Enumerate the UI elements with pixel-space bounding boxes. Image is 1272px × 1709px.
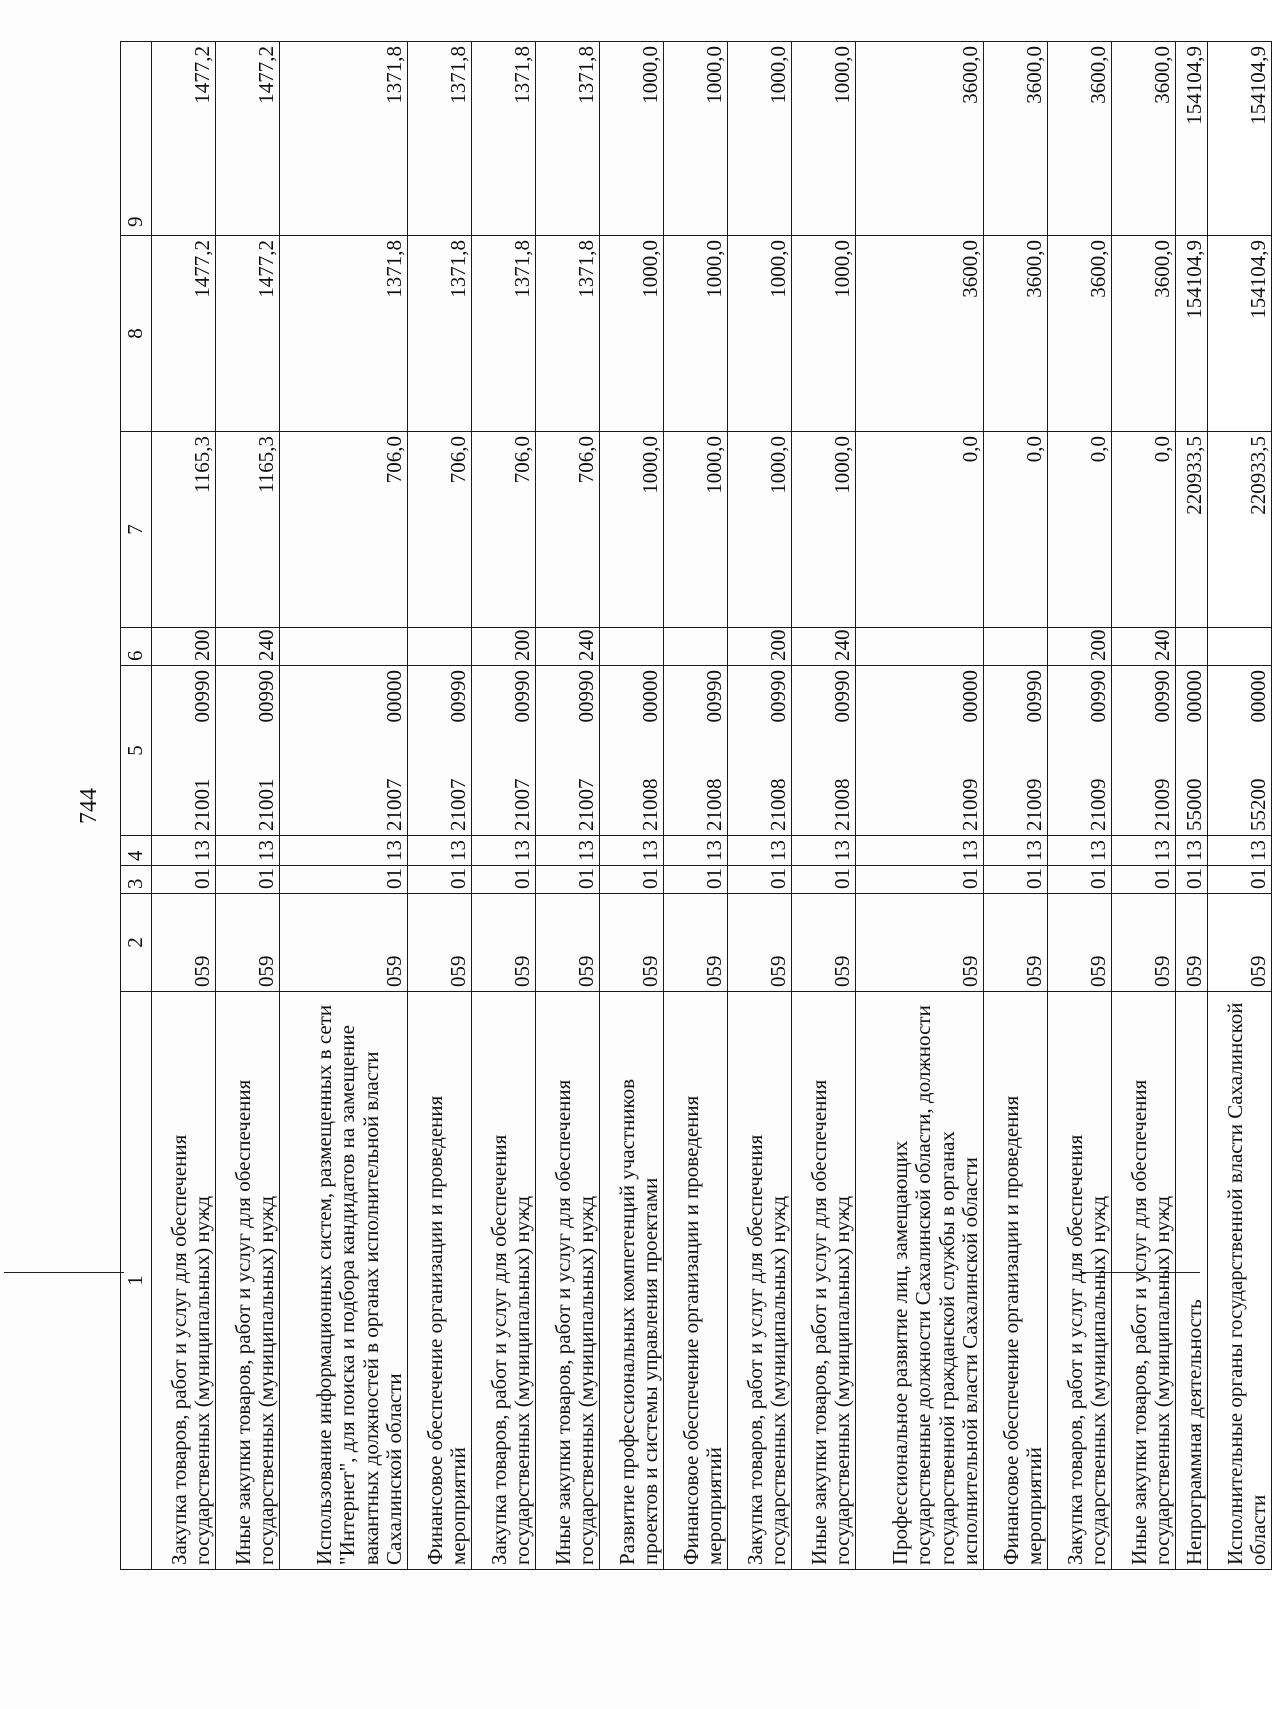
target-article-part-b: 00990	[702, 670, 727, 723]
row-name: Развитие профессиональных компетенций участников проектов и системы управления проектами	[600, 992, 664, 1570]
row-value-col8: 3600,0	[1112, 236, 1176, 432]
row-subsection: 13	[1112, 836, 1176, 866]
row-target-article	[472, 666, 536, 836]
row-code: 059	[1176, 894, 1208, 992]
table-row	[856, 42, 984, 1570]
row-subsection: 13	[984, 836, 1048, 866]
row-value-col9: 3600,0	[1048, 42, 1112, 236]
target-article-part-a: 21007	[510, 778, 535, 831]
row-name: Иные закупки товаров, работ и услуг для обеспечения государственных (муниципальных) нужд	[536, 992, 600, 1570]
target-article-part-a: 21009	[1150, 778, 1175, 831]
row-expense-type: 200	[152, 628, 216, 666]
row-name: Финансовое обеспечение организации и проведения мероприятий	[664, 992, 728, 1570]
row-value-col8: 1000,0	[728, 236, 792, 432]
rotated-table-container	[76, 42, 1271, 1570]
target-article-part-a: 55000	[1182, 778, 1207, 831]
row-expense-type: 240	[1112, 628, 1176, 666]
row-name: Использование информационных систем, размещенных в сети "Интернет", для поиска и подбора кандидатов на замещение вакантных должностей в органах исполнительной власти Сахалинской области	[280, 992, 408, 1570]
row-expense-type	[280, 628, 408, 666]
budget-table	[120, 41, 1272, 1570]
header-col-9: 9	[121, 42, 152, 236]
row-value-col7: 1165,3	[152, 432, 216, 628]
header-col-8: 8	[121, 236, 152, 432]
row-value-col9: 1477,2	[216, 42, 280, 236]
target-article-part-a: 21008	[702, 778, 727, 831]
row-expense-type	[1176, 628, 1208, 666]
target-article-part-a: 21001	[190, 778, 215, 831]
table-row	[600, 42, 664, 1570]
target-article-code	[447, 670, 471, 831]
row-name: Закупка товаров, работ и услуг для обеспечения государственных (муниципальных) нужд	[472, 992, 536, 1570]
row-value-col9: 1000,0	[728, 42, 792, 236]
row-value-col7: 0,0	[856, 432, 984, 628]
row-name: Финансовое обеспечение организации и проведения мероприятий	[984, 992, 1048, 1570]
row-target-article	[728, 666, 792, 836]
row-subsection: 13	[1048, 836, 1112, 866]
row-value-col8: 3600,0	[984, 236, 1048, 432]
row-section: 01	[1112, 866, 1176, 894]
row-value-col9: 3600,0	[984, 42, 1048, 236]
row-value-col8: 1371,8	[408, 236, 472, 432]
row-value-col8: 1477,2	[152, 236, 216, 432]
row-name: Закупка товаров, работ и услуг для обеспечения государственных (муниципальных) нужд	[728, 992, 792, 1570]
row-value-col8: 1000,0	[600, 236, 664, 432]
row-name: Непрограммная деятельность	[1176, 992, 1208, 1570]
row-code: 059	[472, 894, 536, 992]
row-expense-type: 240	[792, 628, 856, 666]
row-target-article	[1176, 666, 1208, 836]
row-section: 01	[280, 866, 408, 894]
row-expense-type: 240	[216, 628, 280, 666]
target-article-part-b: 00000	[382, 670, 407, 723]
row-value-col8: 1371,8	[536, 236, 600, 432]
target-article-part-b: 00000	[1246, 670, 1271, 723]
target-article-part-b: 00000	[958, 670, 983, 723]
target-article-part-a: 21007	[446, 778, 471, 831]
row-section: 01	[408, 866, 472, 894]
row-subsection: 13	[1176, 836, 1208, 866]
row-expense-type: 200	[728, 628, 792, 666]
target-article-part-a: 21001	[254, 778, 279, 831]
row-value-col9: 1000,0	[792, 42, 856, 236]
header-row	[121, 42, 152, 1570]
row-value-col8: 1371,8	[472, 236, 536, 432]
target-article-part-b: 00990	[190, 670, 215, 723]
target-article-part-b: 00000	[1182, 670, 1207, 723]
table-row	[984, 42, 1048, 1570]
table-row	[1176, 42, 1208, 1570]
row-target-article	[152, 666, 216, 836]
row-value-col8: 3600,0	[1048, 236, 1112, 432]
target-article-part-a: 21009	[1086, 778, 1111, 831]
row-value-col7: 0,0	[984, 432, 1048, 628]
row-expense-type: 200	[1048, 628, 1112, 666]
target-article-code	[703, 670, 727, 831]
row-name: Иные закупки товаров, работ и услуг для обеспечения государственных (муниципальных) нужд	[792, 992, 856, 1570]
target-article-part-a: 21008	[638, 778, 663, 831]
row-subsection: 13	[472, 836, 536, 866]
row-expense-type	[600, 628, 664, 666]
target-article-code	[511, 670, 535, 831]
target-article-part-a: 21009	[1022, 778, 1047, 831]
target-article-code	[191, 670, 215, 831]
row-value-col7: 220933,5	[1208, 432, 1272, 628]
row-section: 01	[1048, 866, 1112, 894]
row-value-col9: 1000,0	[664, 42, 728, 236]
row-value-col9: 1000,0	[600, 42, 664, 236]
row-target-article	[1208, 666, 1272, 836]
row-section: 01	[1208, 866, 1272, 894]
target-article-code	[1023, 670, 1047, 831]
table-row	[1112, 42, 1176, 1570]
target-article-code	[1087, 670, 1111, 831]
row-name: Иные закупки товаров, работ и услуг для обеспечения государственных (муниципальных) нужд	[216, 992, 280, 1570]
row-value-col8: 154104,9	[1176, 236, 1208, 432]
header-col-1: 1	[121, 992, 152, 1570]
table-row	[728, 42, 792, 1570]
row-code: 059	[1048, 894, 1112, 992]
target-article-part-b: 00990	[830, 670, 855, 723]
row-subsection: 13	[408, 836, 472, 866]
target-article-part-a: 21008	[766, 778, 791, 831]
row-subsection: 13	[664, 836, 728, 866]
row-name: Исполнительные органы государственной власти Сахалинской области	[1208, 992, 1272, 1570]
row-code: 059	[1208, 894, 1272, 992]
row-subsection: 13	[856, 836, 984, 866]
target-article-code	[639, 670, 663, 831]
row-value-col9: 1371,8	[536, 42, 600, 236]
target-article-part-b: 00990	[510, 670, 535, 723]
row-name: Финансовое обеспечение организации и проведения мероприятий	[408, 992, 472, 1570]
table-row	[472, 42, 536, 1570]
row-name: Иные закупки товаров, работ и услуг для обеспечения государственных (муниципальных) нужд	[1112, 992, 1176, 1570]
row-value-col8: 1000,0	[664, 236, 728, 432]
row-code: 059	[984, 894, 1048, 992]
target-article-code	[383, 670, 407, 831]
page-number: 744	[76, 788, 102, 824]
row-value-col7: 1165,3	[216, 432, 280, 628]
row-section: 01	[728, 866, 792, 894]
target-article-part-b: 00990	[1150, 670, 1175, 723]
table-row	[152, 42, 216, 1570]
target-article-part-b: 00990	[446, 670, 471, 723]
row-code: 059	[408, 894, 472, 992]
row-value-col7: 706,0	[280, 432, 408, 628]
row-value-col7: 706,0	[536, 432, 600, 628]
row-subsection: 13	[152, 836, 216, 866]
target-article-part-b: 00990	[574, 670, 599, 723]
row-target-article	[856, 666, 984, 836]
row-subsection: 13	[216, 836, 280, 866]
row-target-article	[600, 666, 664, 836]
row-section: 01	[664, 866, 728, 894]
target-article-code	[1151, 670, 1175, 831]
table-row	[216, 42, 280, 1570]
row-code: 059	[664, 894, 728, 992]
row-value-col7: 1000,0	[664, 432, 728, 628]
row-code: 059	[280, 894, 408, 992]
row-value-col7: 220933,5	[1176, 432, 1208, 628]
scan-artifact-line-left	[4, 1272, 124, 1273]
row-target-article	[280, 666, 408, 836]
row-value-col9: 1371,8	[408, 42, 472, 236]
table-row	[664, 42, 728, 1570]
target-article-code	[831, 670, 855, 831]
header-col-6: 6	[121, 628, 152, 666]
target-article-code	[767, 670, 791, 831]
row-name: Профессиональное развитие лиц, замещающих государственные должности Сахалинской области, должности государственной гражданской службы в органах исполнительной власти Сахалинской области	[856, 992, 984, 1570]
row-value-col7: 1000,0	[792, 432, 856, 628]
row-section: 01	[536, 866, 600, 894]
target-article-part-a: 21008	[830, 778, 855, 831]
row-section: 01	[216, 866, 280, 894]
row-target-article	[984, 666, 1048, 836]
target-article-code	[575, 670, 599, 831]
header-col-5: 5	[121, 666, 152, 836]
row-code: 059	[792, 894, 856, 992]
row-value-col9: 3600,0	[1112, 42, 1176, 236]
row-code: 059	[1112, 894, 1176, 992]
target-article-part-b: 00990	[254, 670, 279, 723]
table-row	[1208, 42, 1272, 1570]
row-subsection: 13	[600, 836, 664, 866]
row-code: 059	[728, 894, 792, 992]
table-row	[536, 42, 600, 1570]
row-target-article	[1112, 666, 1176, 836]
row-target-article	[216, 666, 280, 836]
row-value-col8: 1477,2	[216, 236, 280, 432]
row-expense-type	[1208, 628, 1272, 666]
target-article-part-a: 21009	[958, 778, 983, 831]
row-value-col9: 154104,9	[1176, 42, 1208, 236]
row-value-col8: 154104,9	[1208, 236, 1272, 432]
row-target-article	[408, 666, 472, 836]
row-value-col7: 706,0	[472, 432, 536, 628]
target-article-part-b: 00990	[1086, 670, 1111, 723]
row-subsection: 13	[1208, 836, 1272, 866]
row-section: 01	[856, 866, 984, 894]
row-code: 059	[600, 894, 664, 992]
row-subsection: 13	[536, 836, 600, 866]
row-expense-type: 240	[536, 628, 600, 666]
header-col-3: 3	[121, 866, 152, 894]
row-expense-type: 200	[472, 628, 536, 666]
target-article-code	[255, 670, 279, 831]
row-value-col8: 1000,0	[792, 236, 856, 432]
target-article-code	[959, 670, 983, 831]
target-article-part-b: 00000	[638, 670, 663, 723]
row-subsection: 13	[280, 836, 408, 866]
row-value-col9: 154104,9	[1208, 42, 1272, 236]
row-value-col7: 706,0	[408, 432, 472, 628]
row-expense-type	[856, 628, 984, 666]
table-row	[1048, 42, 1112, 1570]
row-value-col9: 3600,0	[856, 42, 984, 236]
header-col-7: 7	[121, 432, 152, 628]
target-article-part-b: 00990	[1022, 670, 1047, 723]
row-expense-type	[984, 628, 1048, 666]
row-target-article	[536, 666, 600, 836]
row-section: 01	[792, 866, 856, 894]
target-article-code	[1183, 670, 1207, 831]
target-article-code	[1247, 670, 1271, 831]
row-value-col8: 3600,0	[856, 236, 984, 432]
row-subsection: 13	[792, 836, 856, 866]
row-code: 059	[216, 894, 280, 992]
row-value-col9: 1371,8	[280, 42, 408, 236]
row-name: Закупка товаров, работ и услуг для обеспечения государственных (муниципальных) нужд	[1048, 992, 1112, 1570]
row-expense-type	[664, 628, 728, 666]
row-value-col7: 1000,0	[728, 432, 792, 628]
row-section: 01	[472, 866, 536, 894]
target-article-part-a: 21007	[574, 778, 599, 831]
table-row	[792, 42, 856, 1570]
row-subsection: 13	[728, 836, 792, 866]
row-value-col7: 0,0	[1112, 432, 1176, 628]
row-value-col9: 1477,2	[152, 42, 216, 236]
target-article-part-a: 21007	[382, 778, 407, 831]
row-target-article	[664, 666, 728, 836]
header-col-2: 2	[121, 894, 152, 992]
row-name: Закупка товаров, работ и услуг для обеспечения государственных (муниципальных) нужд	[152, 992, 216, 1570]
header-col-4: 4	[121, 836, 152, 866]
row-section: 01	[984, 866, 1048, 894]
row-value-col8: 1371,8	[280, 236, 408, 432]
row-code: 059	[856, 894, 984, 992]
row-target-article	[792, 666, 856, 836]
row-section: 01	[1176, 866, 1208, 894]
row-value-col7: 0,0	[1048, 432, 1112, 628]
row-value-col7: 1000,0	[600, 432, 664, 628]
table-row	[408, 42, 472, 1570]
row-expense-type	[408, 628, 472, 666]
row-code: 059	[152, 894, 216, 992]
row-value-col9: 1371,8	[472, 42, 536, 236]
target-article-part-b: 00990	[766, 670, 791, 723]
table-row	[280, 42, 408, 1570]
target-article-part-a: 55200	[1246, 778, 1271, 831]
row-code: 059	[536, 894, 600, 992]
row-section: 01	[600, 866, 664, 894]
row-target-article	[1048, 666, 1112, 836]
row-section: 01	[152, 866, 216, 894]
